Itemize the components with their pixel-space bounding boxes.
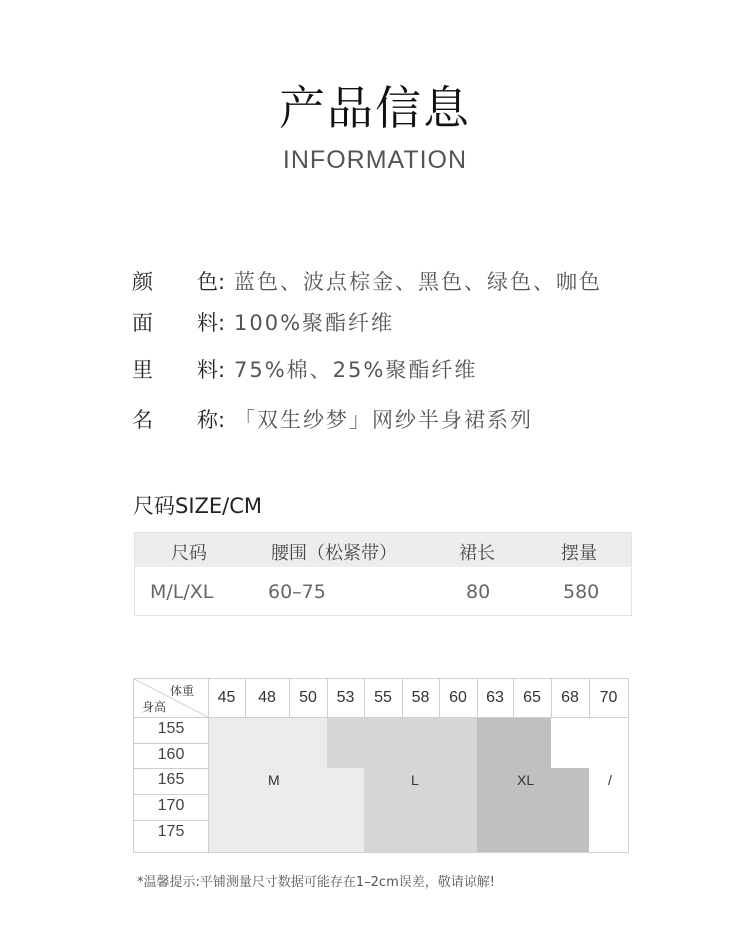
size-heading: 尺码SIZE/CM (133, 494, 263, 518)
size-col-size: 尺码 (171, 543, 207, 564)
info-value: 100%聚酯纤维 (234, 311, 395, 335)
weight-header: 53 (336, 689, 355, 706)
fit-chart (133, 678, 629, 853)
grid-line-horizontal (134, 768, 208, 769)
grid-line-horizontal (134, 794, 208, 795)
info-colon: : (218, 358, 226, 382)
grid-line-horizontal (134, 717, 628, 718)
info-label: 名称 (132, 408, 218, 432)
info-row-name (132, 404, 533, 434)
weight-header: 45 (217, 689, 236, 706)
info-value: 「双生纱梦」网纱半身裙系列 (234, 408, 533, 432)
info-label: 颜色 (132, 270, 218, 294)
size-table-header (135, 533, 631, 567)
size-cell-hem: 580 (563, 581, 600, 603)
size-cell-waist: 60–75 (268, 581, 326, 603)
weight-header: 63 (486, 689, 504, 706)
info-value: 蓝色、波点棕金、黑色、绿色、咖色 (234, 270, 602, 294)
measurement-note: *温馨提示:平铺测量尺寸数据可能存在1–2cm误差，敬请谅解! (137, 875, 495, 890)
grid-line-horizontal (134, 743, 208, 744)
size-col-length: 裙长 (459, 543, 495, 564)
weight-header: 55 (374, 689, 392, 706)
zone-l-lower (364, 768, 477, 852)
height-label: 155 (157, 720, 185, 737)
page-title: 产品信息 (279, 81, 471, 135)
size-cell-size: M/L/XL (150, 581, 214, 603)
info-row-fabric (132, 307, 394, 337)
info-row-lining (132, 354, 477, 384)
weight-header: 65 (523, 689, 541, 706)
weight-header: 50 (299, 689, 317, 706)
zone-xl-upper (477, 717, 551, 768)
info-colon: : (218, 270, 226, 294)
height-label: 165 (157, 771, 185, 788)
zone-label-m: M (268, 772, 280, 788)
info-value: 75%棉、25%聚酯纤维 (234, 358, 478, 382)
zone-label-l: L (411, 772, 419, 788)
size-cell-length: 80 (466, 581, 491, 603)
info-colon: : (218, 408, 226, 432)
height-label: 175 (157, 823, 185, 840)
weight-header: 60 (449, 689, 467, 706)
info-colon: : (218, 311, 226, 335)
size-col-waist: 腰围（松紧带） (271, 543, 397, 564)
corner-weight-label: 体重 (170, 684, 195, 698)
grid-line-horizontal (134, 820, 208, 821)
weight-header: 58 (411, 689, 430, 706)
zone-label-xl: XL (517, 772, 535, 788)
weight-header: 70 (599, 689, 618, 706)
size-table (134, 532, 632, 616)
zone-m-lower (208, 768, 364, 852)
weight-header: 48 (258, 689, 276, 706)
zone-label-none: / (608, 772, 612, 788)
height-label: 160 (157, 746, 185, 763)
info-label: 面料 (132, 311, 218, 335)
page-subtitle: INFORMATION (282, 146, 468, 174)
zone-l-upper (327, 717, 477, 768)
info-row-color (132, 266, 602, 296)
zone-m-upper (208, 717, 327, 768)
weight-header: 68 (561, 689, 579, 706)
size-col-hem: 摆量 (561, 543, 597, 564)
info-label: 里料 (132, 358, 218, 382)
height-label: 170 (157, 797, 185, 814)
corner-height-label: 身高 (142, 700, 167, 714)
